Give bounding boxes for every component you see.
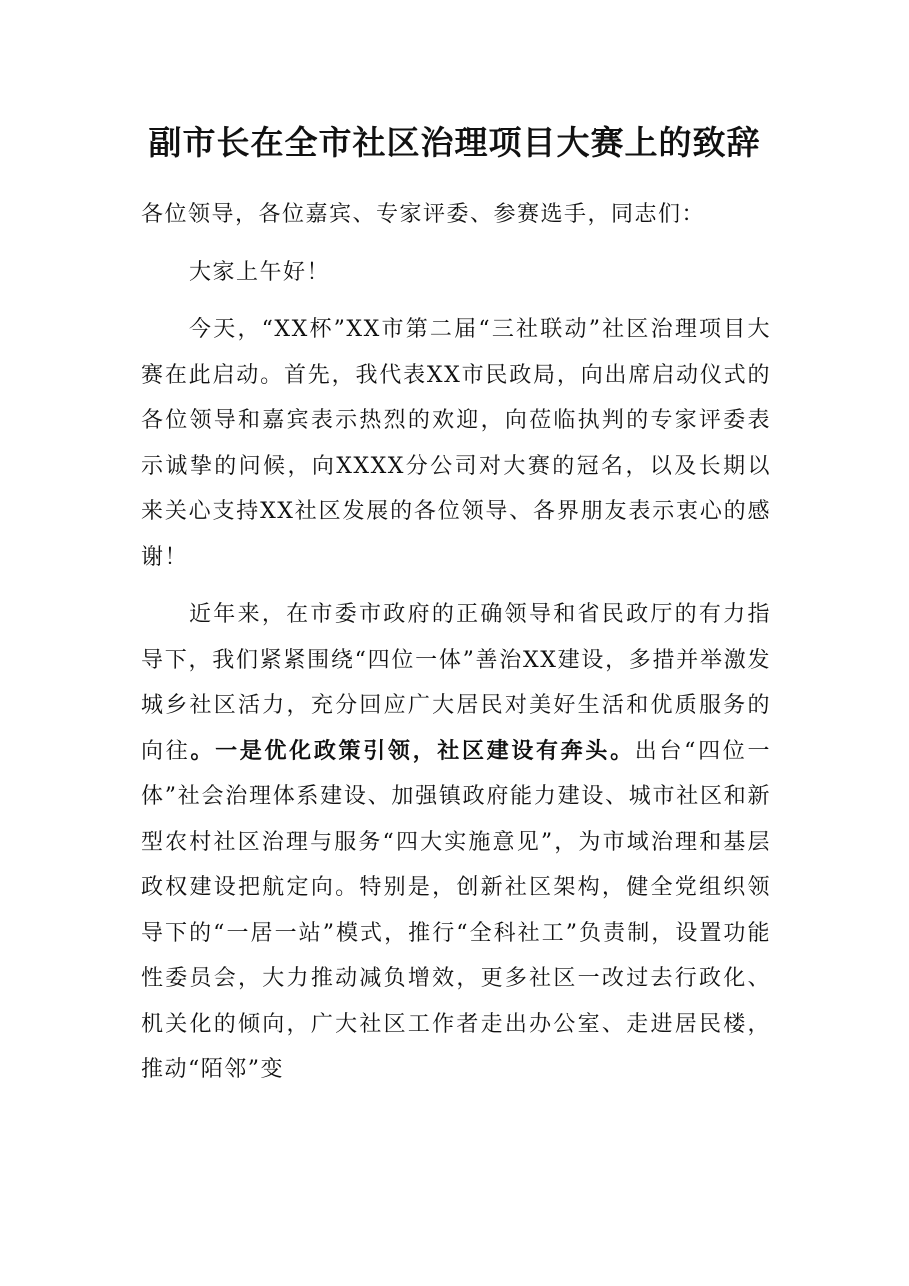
- paragraph-opening: 今天，“XX杯”XX市第二届“三社联动”社区治理项目大赛在此启动。首先，我代表XX市民政局，向出席启动仪式的各位领导和嘉宾表示热烈的欢迎，向莅临执判的专家评委表示诚挚的问候，向XXXX分公司对大赛的冠名，以及长期以来关心支持XX社区发展的各位领导、各界朋友表示衷心的感谢！: [141, 317, 771, 570]
- greeting: 大家上午好！: [189, 259, 331, 285]
- salutation: 各位领导，各位嘉宾、专家评委、参赛选手，同志们：: [141, 202, 706, 227]
- paragraph-achievements: [141, 592, 771, 1093]
- document-body: [141, 192, 771, 1105]
- paragraph-continuation-text: 出台“四位一体”社会治理体系建设、加强镇政府能力建设、城市社区和新型农村社区治理与服务“四大实施意见”，为市域治理和基层政权建设把航定向。特别是，创新社区架构，健全党组织领导下的“一居一站”模式，推行“全科社工”负责制，设置功能性委员会，大力推动减负增效，更多社区一改过去行政化、机关化的倾向，广大社区工作者走出办公室、走进居民楼，推动“陌邻”变: [141, 738, 771, 1082]
- bold-heading-policy: 。一是优化政策引领，社区建设有奔头。: [190, 737, 635, 764]
- document-title: 副市长在全市社区治理项目大赛上的致辞: [148, 123, 761, 162]
- paragraph-intro-text: 近年来，在市委市政府的正确领导和省民政厅的有力指导下，我们紧紧围绕“四位一体”善治XX建设，多措并举激发城乡社区活力，充分回应广大居民对美好生活和优质服务的向往: [141, 602, 771, 764]
